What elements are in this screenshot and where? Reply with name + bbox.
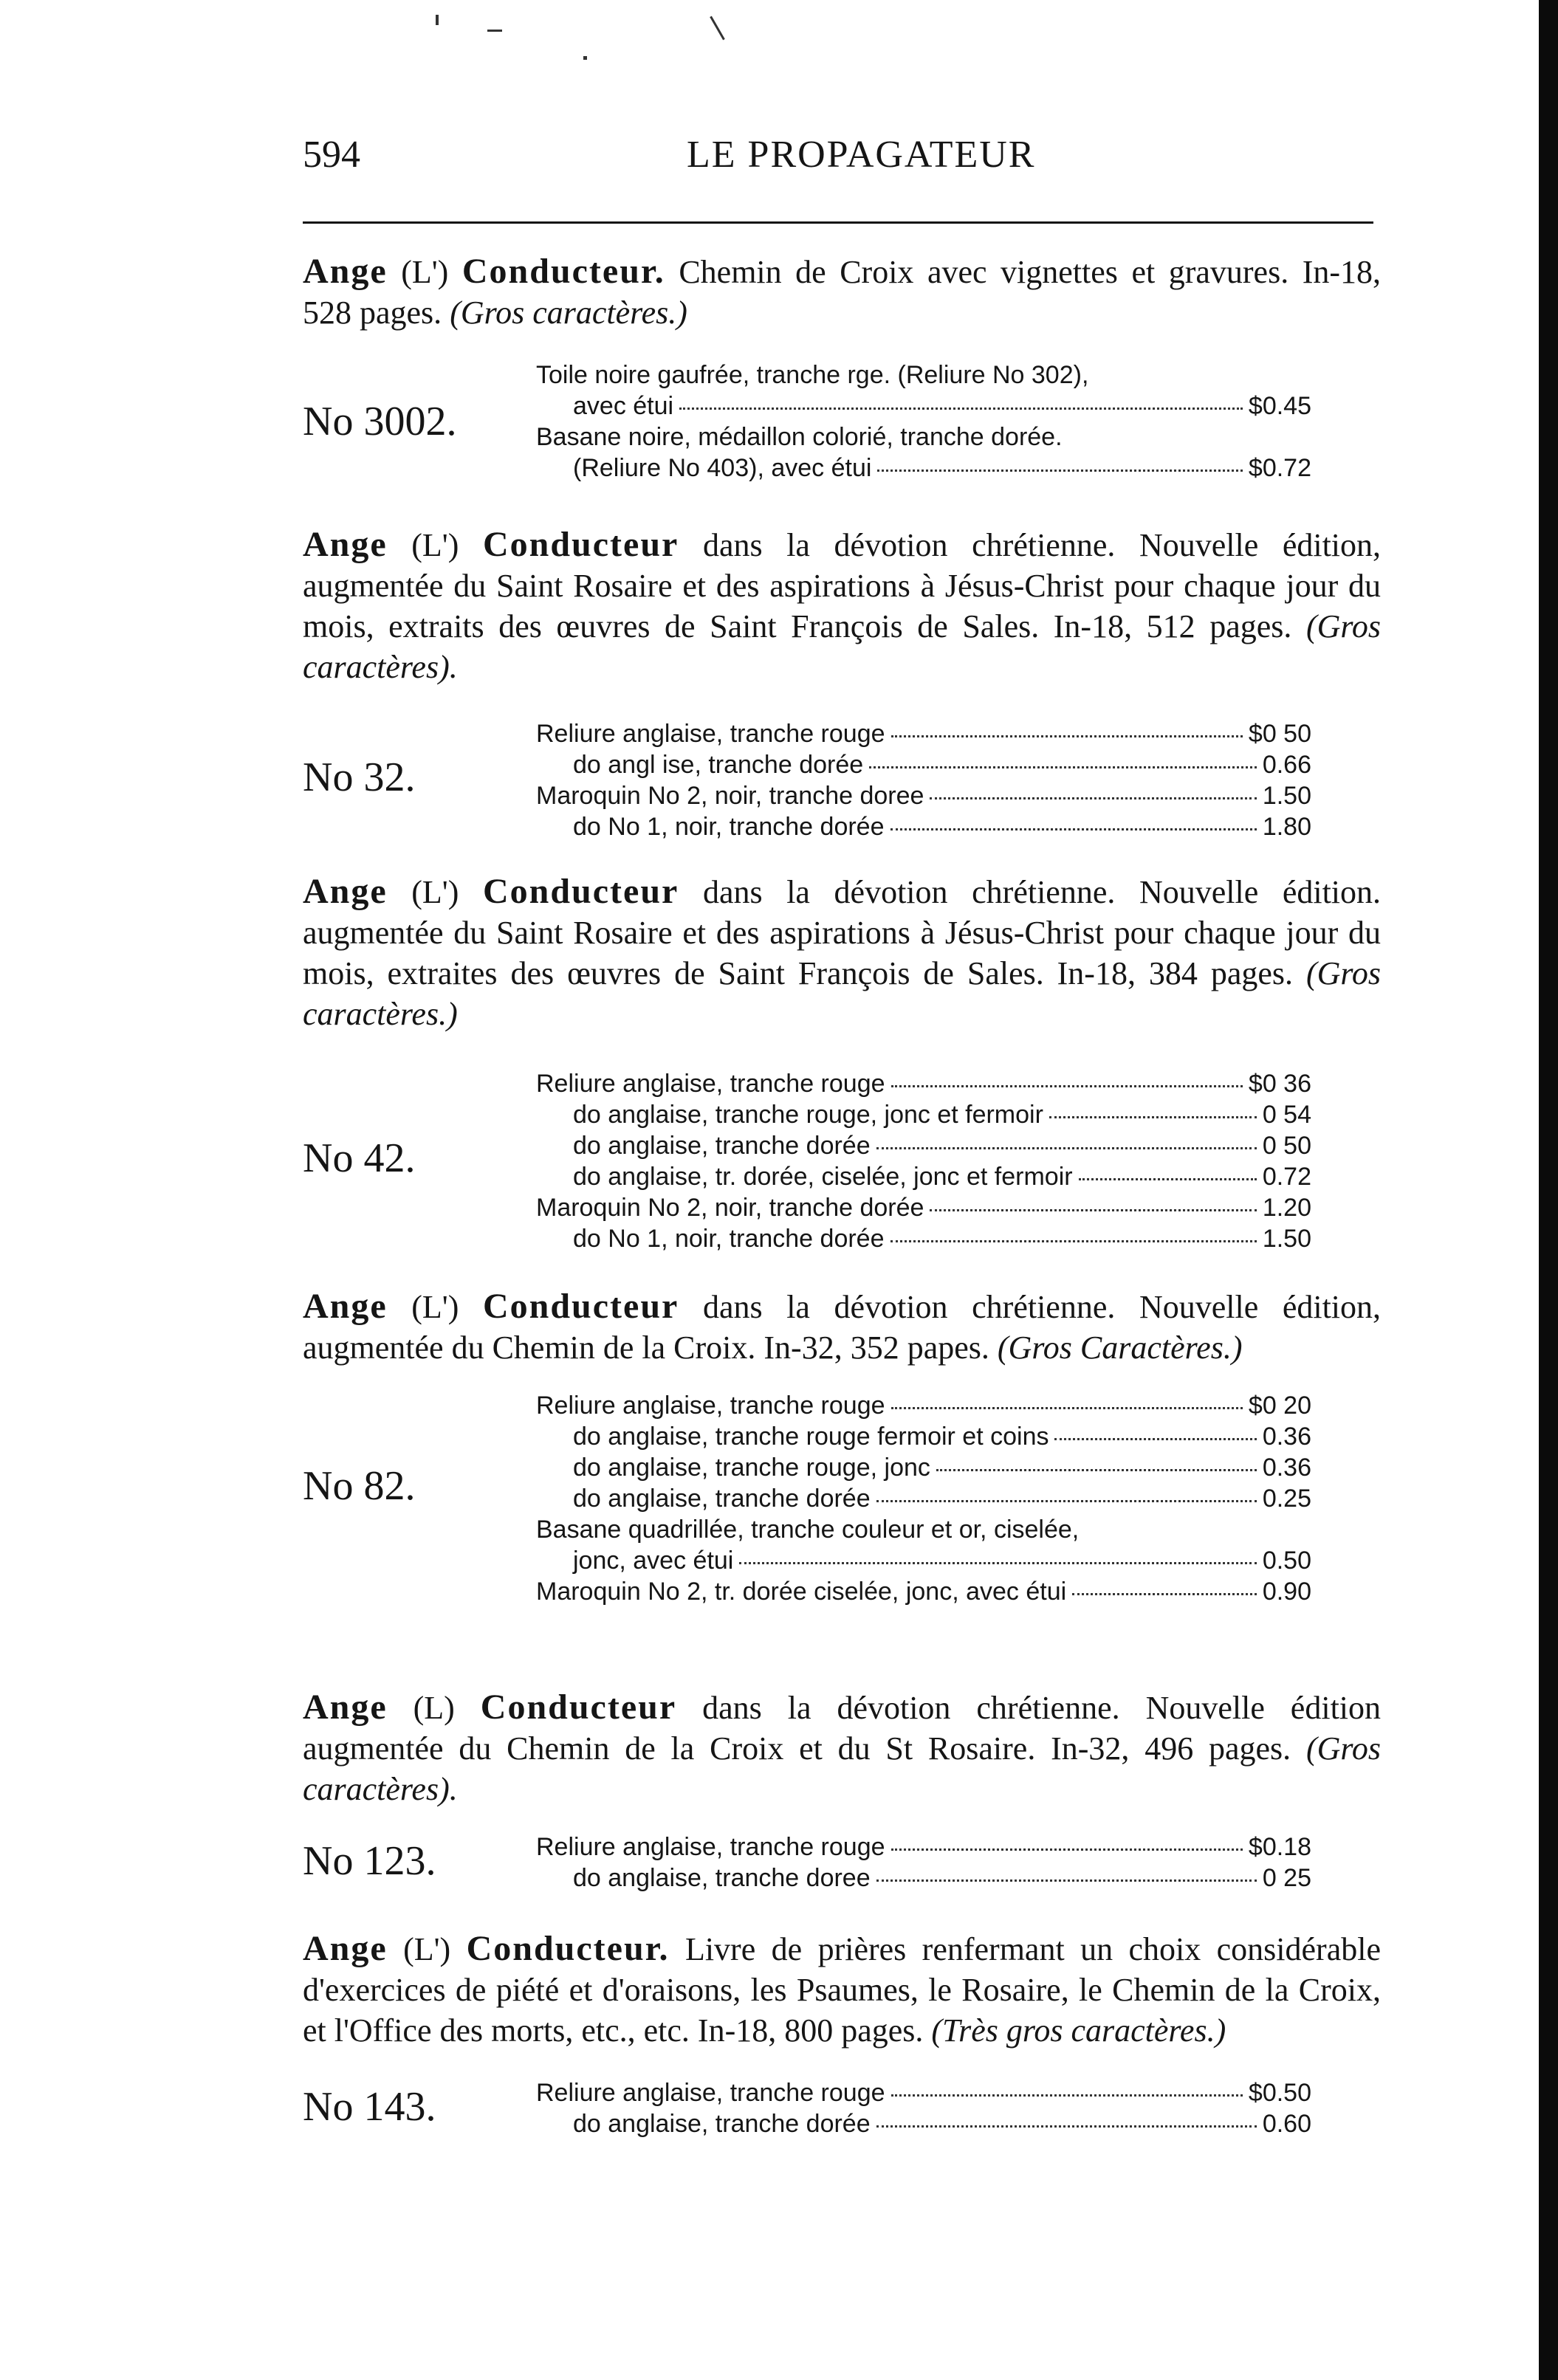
- leader-dots: [890, 1240, 1257, 1242]
- leader-dots: [890, 828, 1257, 830]
- entry-text: Livre de prières renfermant un choix considérable d'exercices de piété et d'oraisons, les Psaumes, le Rosaire, le Chemin de la Croix, et l'Office des morts, etc., etc. In-18, 800 pages.: [303, 1931, 1381, 2049]
- binding-list: [536, 1390, 1311, 1607]
- entry-note: (Gros caractères).: [303, 608, 1381, 685]
- binding-text: Maroquin No 2, tr. dorée ciselée, jonc, avec étui: [536, 1578, 1067, 1606]
- scan-speck: [710, 16, 725, 41]
- binding-text: Basane noire, médaillon colorié, tranche dorée.: [536, 423, 1063, 451]
- leader-dots: [1049, 1116, 1257, 1118]
- entry-text: dans la dévotion chrétienne. Nouvelle édition augmentée du Chemin de la Croix et du St Rosaire. In-32, 496 pages.: [303, 1690, 1382, 1767]
- entry-note: (Gros Caractères.): [997, 1330, 1243, 1366]
- binding-price: $0 50: [1248, 720, 1311, 748]
- binding-line: [536, 1099, 1311, 1130]
- binding-text: jonc, avec étui: [573, 1547, 734, 1575]
- entry-text: dans la dévotion chrétienne. Nouvelle édition. augmentée du Saint Rosaire et des aspirations à Jésus-Christ pour chaque jour du mois, extraites des œuvres de Saint François de Sales. In-18, 384 pages.: [303, 874, 1382, 991]
- binding-list: [536, 1068, 1311, 1254]
- leader-dots: [891, 1848, 1243, 1851]
- binding-text: Reliure anglaise, tranche rouge: [536, 1833, 885, 1861]
- binding-line: [536, 453, 1311, 484]
- entry-note: (Gros caractères).: [303, 1730, 1382, 1807]
- scan-edge-bar: [1539, 0, 1558, 2380]
- binding-price: 0.60: [1262, 2110, 1311, 2138]
- entry-note: (Très gros caractères.): [931, 2012, 1226, 2049]
- item-number: No 32.: [303, 754, 416, 800]
- entry-article: (L'): [403, 1931, 451, 1967]
- binding-text: do anglaise, tranche dorée: [573, 1132, 871, 1160]
- binding-line: [536, 1576, 1311, 1607]
- binding-line: [536, 2077, 1311, 2108]
- entry-subtitle: Conducteur: [483, 1287, 679, 1326]
- binding-text: Reliure anglaise, tranche rouge: [536, 2079, 885, 2107]
- entry-description: [303, 1687, 1381, 1809]
- binding-price: 0.36: [1262, 1454, 1311, 1482]
- entry-description: [303, 524, 1381, 687]
- entry-text: dans la dévotion chrétienne. Nouvelle édition, augmentée du Saint Rosaire et des aspirations à Jésus-Christ pour chaque jour du mois, extraits des œuvres de Saint François de Sales. In-18, 512 pages.: [303, 527, 1382, 644]
- entry-article: (L'): [411, 874, 459, 910]
- entry-description: [303, 871, 1381, 1034]
- binding-text: do anglaise, tr. dorée, ciselée, jonc et fermoir: [573, 1163, 1073, 1191]
- leader-dots: [1054, 1438, 1256, 1440]
- binding-text: avec étui: [573, 392, 674, 420]
- binding-text: do No 1, noir, tranche dorée: [573, 1225, 885, 1253]
- scan-speck: [436, 15, 439, 25]
- entry-note: (Gros caractères.): [450, 295, 687, 331]
- binding-price: 0 25: [1262, 1864, 1311, 1892]
- entry-title: Ange: [303, 525, 388, 564]
- leader-dots: [891, 2094, 1243, 2097]
- item-number: No 42.: [303, 1135, 416, 1181]
- binding-text: do angl ise, tranche dorée: [573, 751, 864, 779]
- catalog-entry: [303, 1928, 1381, 2139]
- binding-price: $0.45: [1248, 392, 1311, 420]
- binding-text: Reliure anglaise, tranche rouge: [536, 720, 885, 748]
- leader-dots: [891, 1407, 1243, 1409]
- entry-title: Ange: [303, 1688, 388, 1727]
- binding-line: [536, 718, 1311, 749]
- scan-speck: [583, 56, 587, 60]
- binding-line: [536, 391, 1311, 422]
- item-number: No 82.: [303, 1463, 416, 1509]
- leader-dots: [876, 1879, 1257, 1882]
- binding-text: do anglaise, tranche dorée: [573, 2110, 871, 2138]
- binding-block: [303, 1832, 1381, 1894]
- binding-price: $0 36: [1248, 1070, 1311, 1098]
- binding-list: [536, 360, 1311, 484]
- binding-block: [303, 1390, 1381, 1607]
- binding-price: 1.20: [1262, 1194, 1311, 1222]
- page-header: [303, 133, 1366, 185]
- entry-text: Chemin de Croix avec vignettes et gravures. In-18, 528 pages.: [303, 254, 1382, 331]
- binding-price: 0 50: [1262, 1132, 1311, 1160]
- binding-price: $0.18: [1248, 1833, 1311, 1861]
- binding-price: 0.66: [1262, 751, 1311, 779]
- catalog-entry: [303, 1687, 1381, 1894]
- binding-text: do No 1, noir, tranche dorée: [573, 813, 885, 841]
- leader-dots: [930, 1209, 1256, 1211]
- entry-subtitle: Conducteur.: [466, 1929, 670, 1968]
- leader-dots: [876, 1147, 1257, 1149]
- leader-dots: [679, 407, 1243, 410]
- binding-text: (Reliure No 403), avec étui: [573, 454, 872, 482]
- leader-dots: [936, 1469, 1257, 1471]
- binding-line: [536, 1223, 1311, 1254]
- page-number: 594: [303, 134, 360, 176]
- binding-text: do anglaise, tranche dorée: [573, 1485, 871, 1513]
- binding-line: [536, 1192, 1311, 1223]
- binding-price: 0.36: [1262, 1423, 1311, 1451]
- binding-block: [303, 1068, 1381, 1254]
- binding-line: [536, 422, 1311, 453]
- binding-text: do anglaise, tranche rouge fermoir et coins: [573, 1423, 1049, 1451]
- entry-description: [303, 251, 1381, 333]
- binding-list: [536, 2077, 1311, 2139]
- entry-article: (L'): [411, 527, 459, 563]
- running-title: LE PROPAGATEUR: [687, 134, 1036, 176]
- binding-line: [536, 1863, 1311, 1894]
- binding-block: [303, 718, 1381, 842]
- binding-list: [536, 718, 1311, 842]
- leader-dots: [739, 1562, 1256, 1564]
- binding-price: 0.90: [1262, 1578, 1311, 1606]
- header-rule: [303, 221, 1373, 224]
- binding-text: Reliure anglaise, tranche rouge: [536, 1392, 885, 1420]
- binding-line: [536, 1390, 1311, 1421]
- item-number: No 3002.: [303, 399, 457, 444]
- binding-price: $0.50: [1248, 2079, 1311, 2107]
- binding-text: do anglaise, tranche doree: [573, 1864, 871, 1892]
- leader-dots: [1079, 1178, 1257, 1180]
- catalog-entry: [303, 871, 1381, 1254]
- binding-line: [536, 1161, 1311, 1192]
- binding-line: [536, 1068, 1311, 1099]
- binding-price: 1.50: [1262, 782, 1311, 810]
- binding-line: [536, 1545, 1311, 1576]
- entry-article: (L'): [401, 254, 449, 290]
- binding-block: [303, 2077, 1381, 2139]
- leader-dots: [1072, 1593, 1257, 1595]
- entry-text: dans la dévotion chrétienne. Nouvelle édition, augmentée du Chemin de la Croix. In-32, 352 papes.: [303, 1289, 1382, 1366]
- entry-subtitle: Conducteur.: [461, 252, 665, 291]
- catalog-entry: [303, 524, 1381, 842]
- leader-dots: [930, 797, 1256, 799]
- binding-text: Reliure anglaise, tranche rouge: [536, 1070, 885, 1098]
- entry-subtitle: Conducteur: [483, 525, 679, 564]
- binding-price: 0 54: [1262, 1101, 1311, 1129]
- entry-subtitle: Conducteur: [483, 872, 679, 911]
- entry-article: (L): [413, 1690, 455, 1726]
- entry-title: Ange: [303, 872, 388, 911]
- leader-dots: [876, 1500, 1257, 1502]
- entry-title: Ange: [303, 1929, 388, 1968]
- binding-line: [536, 360, 1311, 391]
- binding-text: Maroquin No 2, noir, tranche doree: [536, 782, 924, 810]
- entry-article: (L'): [411, 1289, 459, 1325]
- leader-dots: [891, 735, 1243, 737]
- leader-dots: [876, 2125, 1257, 2128]
- catalog-entry: [303, 1286, 1381, 1607]
- binding-text: do anglaise, tranche rouge, jonc et fermoir: [573, 1101, 1043, 1129]
- binding-line: [536, 1832, 1311, 1863]
- binding-text: Basane quadrillée, tranche couleur et or, ciselée,: [536, 1516, 1080, 1544]
- entry-description: [303, 1286, 1381, 1368]
- leader-dots: [869, 766, 1257, 768]
- binding-line: [536, 1452, 1311, 1483]
- binding-price: 0.50: [1262, 1547, 1311, 1575]
- entry-note: (Gros caractères.): [303, 955, 1381, 1032]
- binding-line: [536, 811, 1311, 842]
- binding-price: 1.80: [1262, 813, 1311, 841]
- binding-list: [536, 1832, 1311, 1894]
- entry-title: Ange: [303, 1287, 388, 1326]
- binding-text: do anglaise, tranche rouge, jonc: [573, 1454, 930, 1482]
- binding-line: [536, 780, 1311, 811]
- binding-line: [536, 1130, 1311, 1161]
- catalog-entry: [303, 251, 1381, 484]
- binding-price: $0 20: [1248, 1392, 1311, 1420]
- item-number: No 143.: [303, 2084, 436, 2130]
- binding-text: Toile noire gaufrée, tranche rge. (Reliure No 302),: [536, 361, 1089, 389]
- entry-title: Ange: [303, 252, 388, 291]
- binding-price: $0.72: [1248, 454, 1311, 482]
- binding-price: 0.25: [1262, 1485, 1311, 1513]
- entry-description: [303, 1928, 1381, 2051]
- binding-price: 0.72: [1262, 1163, 1311, 1191]
- leader-dots: [877, 470, 1242, 472]
- binding-block: [303, 360, 1381, 484]
- item-number: No 123.: [303, 1838, 436, 1884]
- binding-price: 1.50: [1262, 1225, 1311, 1253]
- binding-line: [536, 1514, 1311, 1545]
- binding-line: [536, 1483, 1311, 1514]
- scan-speck: [487, 30, 502, 32]
- binding-line: [536, 2108, 1311, 2139]
- leader-dots: [891, 1085, 1243, 1087]
- binding-line: [536, 749, 1311, 780]
- binding-line: [536, 1421, 1311, 1452]
- binding-text: Maroquin No 2, noir, tranche dorée: [536, 1194, 924, 1222]
- entry-subtitle: Conducteur: [480, 1688, 677, 1727]
